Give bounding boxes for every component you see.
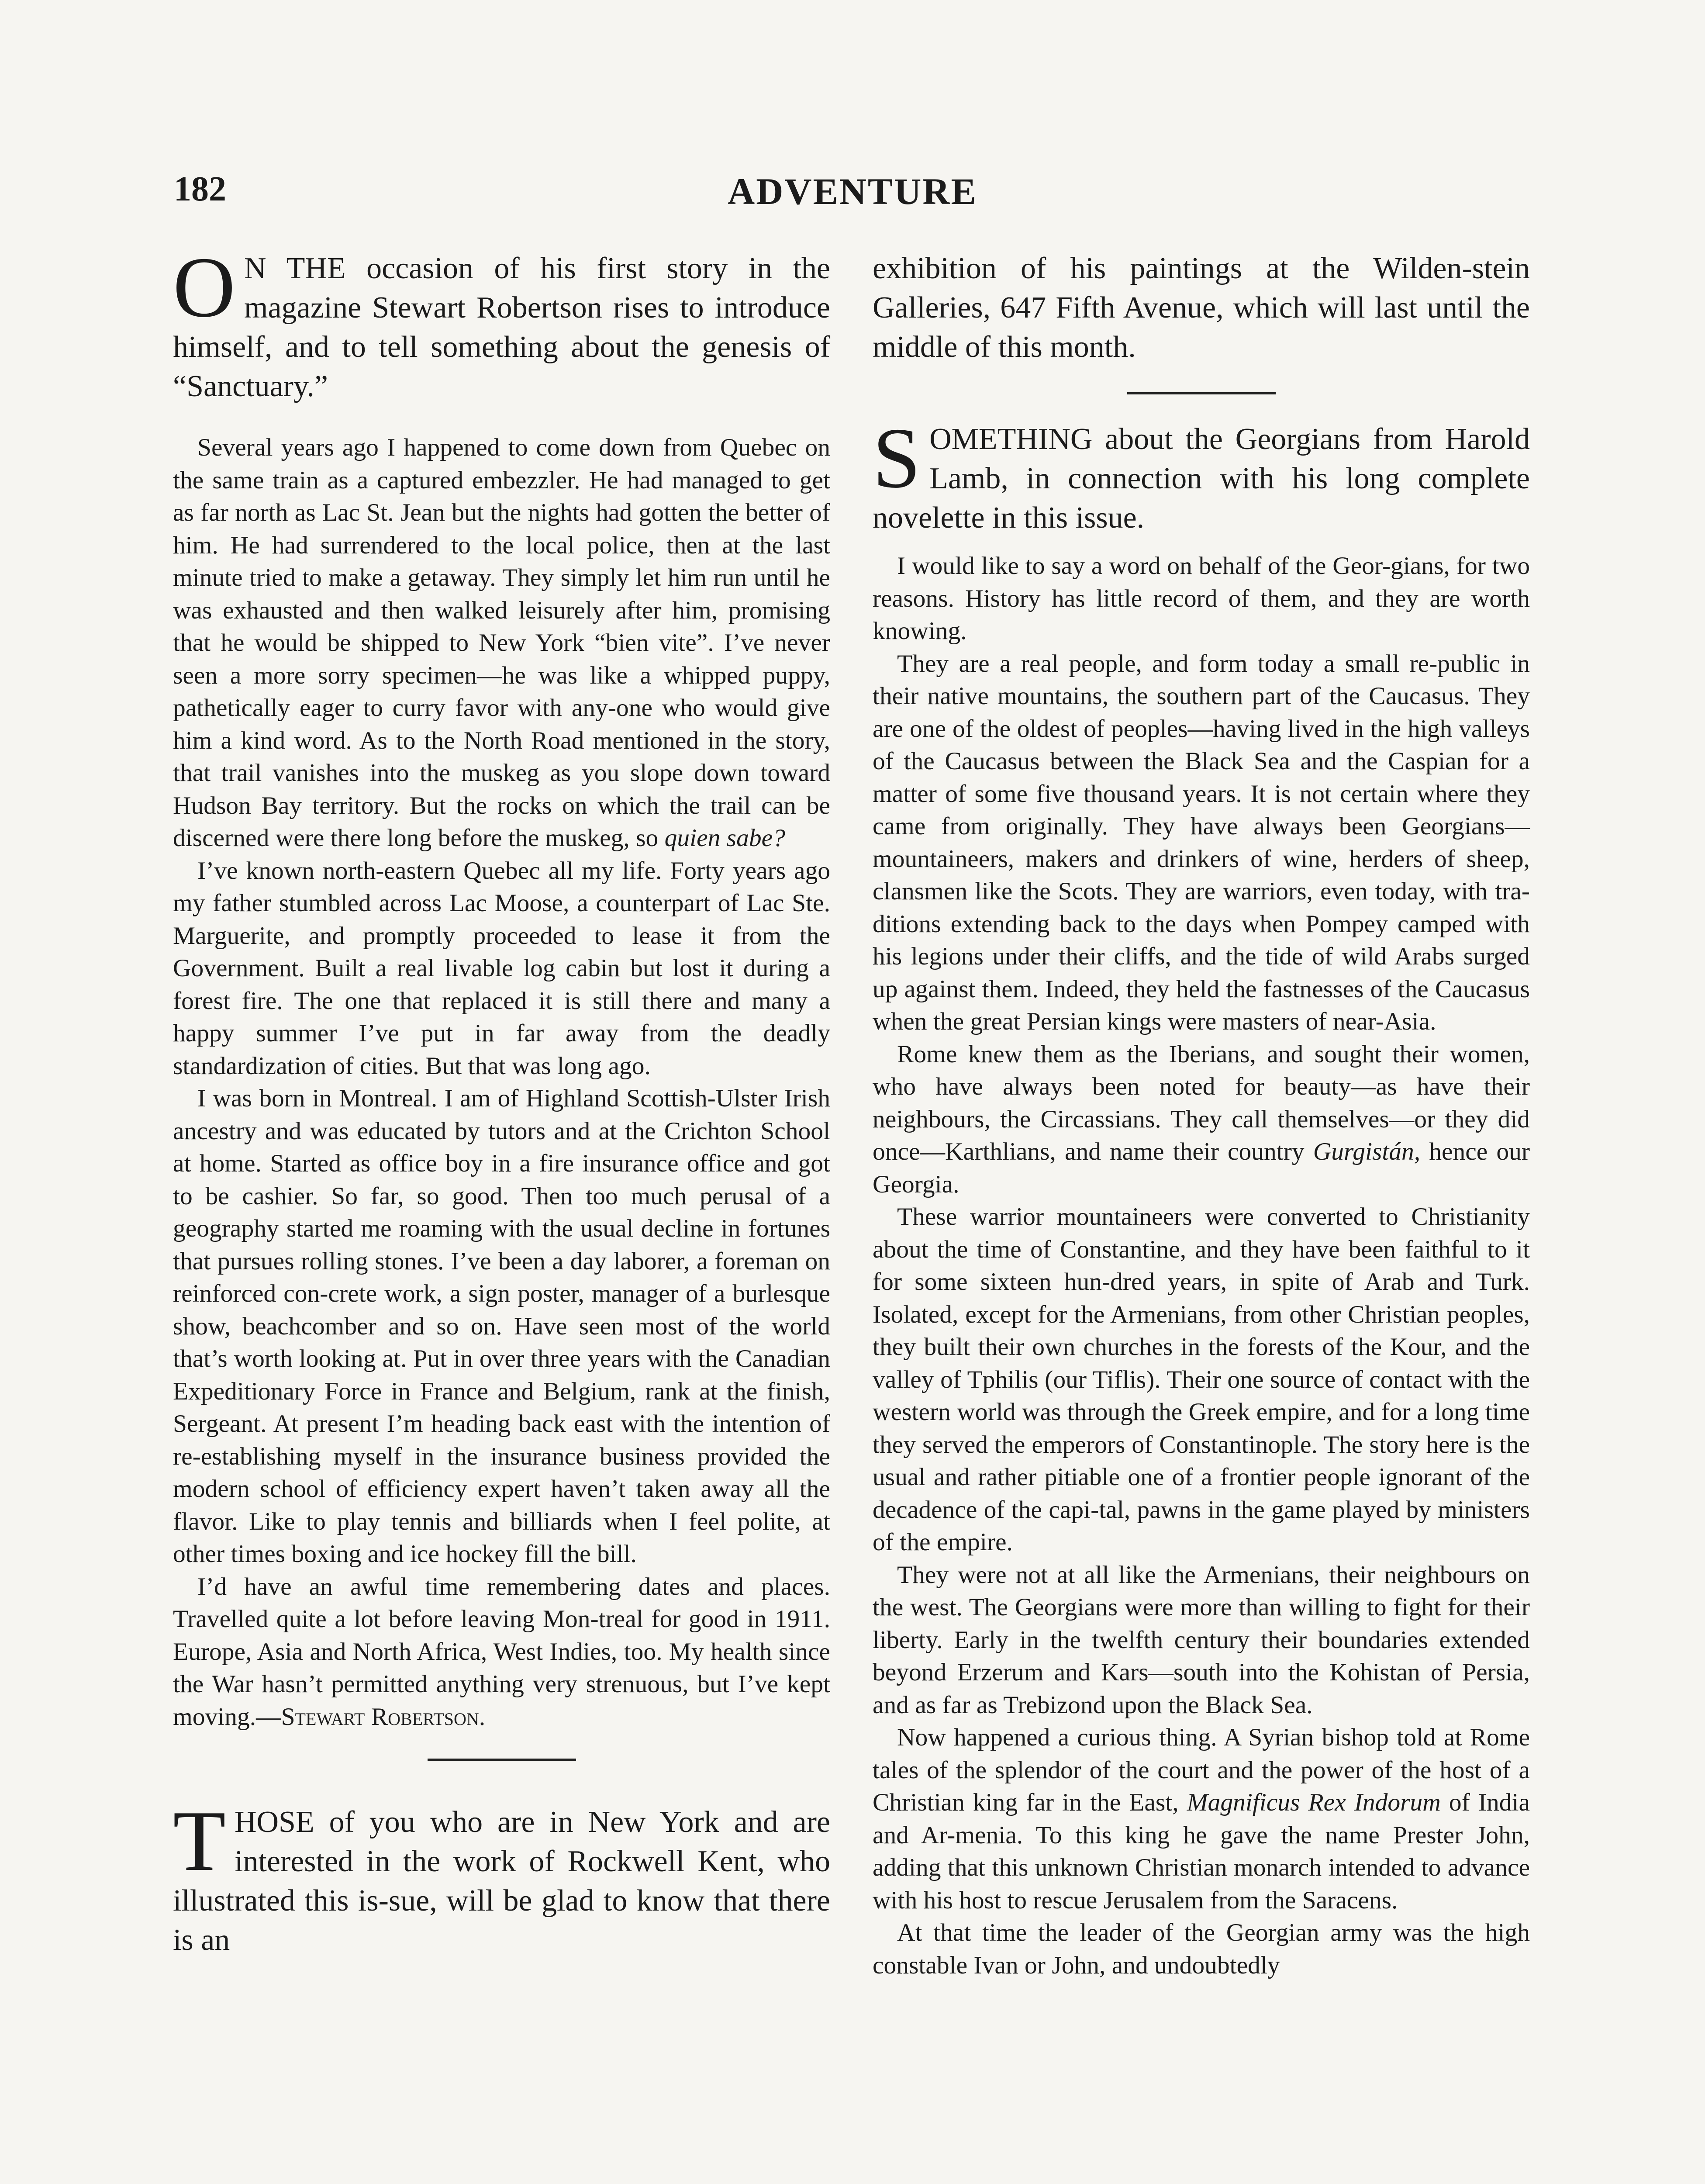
right-column: [873, 249, 1530, 1982]
paragraph: I’d have an awful time remembering dates and places. Travelled quite a lot before leaving Mon-treal for good in 1911. Europe, Asia and North Africa, West Indies, too. My health since the War hasn’t permitted anything very strenuous, but I’ve kept moving.—Stewart Robertson.: [173, 1572, 830, 1731]
paragraph: At that time the leader of the Georgian army was the high constable Ivan or John, and undoubtedly: [873, 1919, 1530, 1979]
kent-continued: exhibition of his paintings at the Wilden-stein Galleries, 647 Fifth Avenue, which will last until the middle of this month.: [873, 252, 1530, 364]
drop-cap: S: [873, 410, 921, 506]
paragraph: Now happened a curious thing. A Syrian bishop told at Rome tales of the splendor of the court and the power of the host of a Christian king far in the East, Magnificus Rex Indorum of India and Ar-menia. To this king he gave the name Prester John, adding that this unknown Christian monarch intended to advance with his host to rescue Jerusalem from the Saracens.: [873, 1724, 1530, 1914]
paragraph: They were not at all like the Armenians, their neighbours on the west. The Georgians were more than willing to fight for their liberty. Early in the twelfth century their boundaries extended beyond Erzerum and Kars—south into the Kohistan of Persia, and as far as Trebizond upon the Black Sea.: [873, 1561, 1530, 1719]
kent-intro: THOSE of you who are in New York and are interested in the work of Rockwell Kent, who illustrated this is-sue, will be glad to know that there is an: [173, 1793, 830, 1957]
paragraph: I’ve known north-eastern Quebec all my life. Forty years ago my father stumbled across Lac Moose, a counterpart of Lac Ste. Marguerite, and promptly proceeded to lease it from the Government. Built a real livable log cabin but lost it during a forest fire. The one that replaced it is still there and many a happy summer I’ve put in far away from the deadly standardization of cities. But that was long ago.: [173, 857, 830, 1080]
page-number: 182: [174, 170, 226, 208]
paragraph: Several years ago I happened to come down from Quebec on the same train as a captured embezzler. He had managed to get as far north as Lac St. Jean but the nights had gotten the better of him. He had surrendered to the local police, then at the last minute tried to make a getaway. They simply let him run until he was exhausted and then walked leisurely after him, promising that he would be shipped to New York “bien vite”. I’ve never seen a more sorry specimen—he was like a whipped puppy, pathetically eager to curry favor with any-one who would give him a kind word. As to the North Road mentioned in the story, that trail vanishes into the muskeg as you slope down toward Hudson Bay territory. But the rocks on which the trail can be discerned were there long before the muskeg, so quien sabe?: [173, 434, 830, 852]
lamb-intro: SOMETHING about the Georgians from Harold Lamb, in connection with his long complete novelette in this issue.: [873, 410, 1530, 535]
signature: Stewart Robertson.: [281, 1703, 486, 1731]
running-head: ADVENTURE: [728, 170, 977, 212]
drop-cap: T: [173, 1793, 226, 1889]
robertson-intro: O N THE occasion of his first story in the magazine Stewart Robertson rises to introduce himself, and to tell something about the genesis of “Sanctuary.”: [173, 239, 830, 403]
lamb-letter: [873, 550, 1530, 1982]
paragraph: These warrior mountaineers were converted to Christianity about the time of Constantine, and they have been faithful to it for some sixteen hun-dred years, in spite of Arab and Turk. Isolated, except for the Armenians, from other Christian peoples, they built their own churches in the forests of the Kour, and the valley of Tphilis (our Tiflis). Their one source of contact with the western world was through the Greek empire, and for a long time they served the emperors of Constantinople. The story here is the usual and rather pitiable one of a frontier people ignorant of the decadence of the capi-tal, pawns in the game played by ministers of the empire.: [873, 1203, 1530, 1556]
robertson-letter: [173, 432, 830, 1733]
paragraph: They are a real people, and form today a small re-public in their native mountains, the southern part of the Caucasus. They are one of the oldest of peoples—having lived in the high valleys of the Caucasus between the Black Sea and the Caspian for a matter of some five thousand years. It is not certain where they came from originally. They have always been Georgians—mountaineers, makers and drinkers of wine, herders of sheep, clansmen like the Scots. They are warriors, even today, with tra-ditions extending back to the days when Pompey camped with his legions under their cliffs, and the tide of wild Arabs surged up against them. Indeed, they held the fastnesses of the Caucasus when the great Persian kings were masters of near-Asia.: [873, 650, 1530, 1035]
left-column: [173, 239, 830, 1960]
paragraph: I would like to say a word on behalf of the Geor-gians, for two reasons. History has little record of them, and they are worth knowing.: [873, 552, 1530, 645]
paragraph: Rome knew them as the Iberians, and sought their women, who have always been noted for beauty—as have their neighbours, the Circassians. They call themselves—or they did once—Karthlians, and name their country Gurgistán, hence our Georgia.: [873, 1040, 1530, 1198]
paragraph: I was born in Montreal. I am of Highland Scottish-Ulster Irish ancestry and was educated by tutors and at the Crichton School at home. Started as office boy in a fire insurance office and got to be cashier. So far, so good. Then too much perusal of a geography started me roaming with the usual decline in fortunes that pursues rolling stones. I’ve been a day laborer, a foreman on reinforced con-crete work, a sign poster, manager of a burlesque show, beachcomber and so on. Have seen most of the world that’s worth looking at. Put in over three years with the Canadian Expeditionary Force in France and Belgium, rank at the finish, Sergeant. At present I’m heading back east with the intention of re-establishing myself in the insurance business provided the modern school of efficiency expert haven’t taken away all the flavor. Like to play tennis and billiards when I feel polite, at other times boxing and ice hockey fill the bill.: [173, 1085, 830, 1568]
drop-cap: O: [173, 239, 235, 335]
